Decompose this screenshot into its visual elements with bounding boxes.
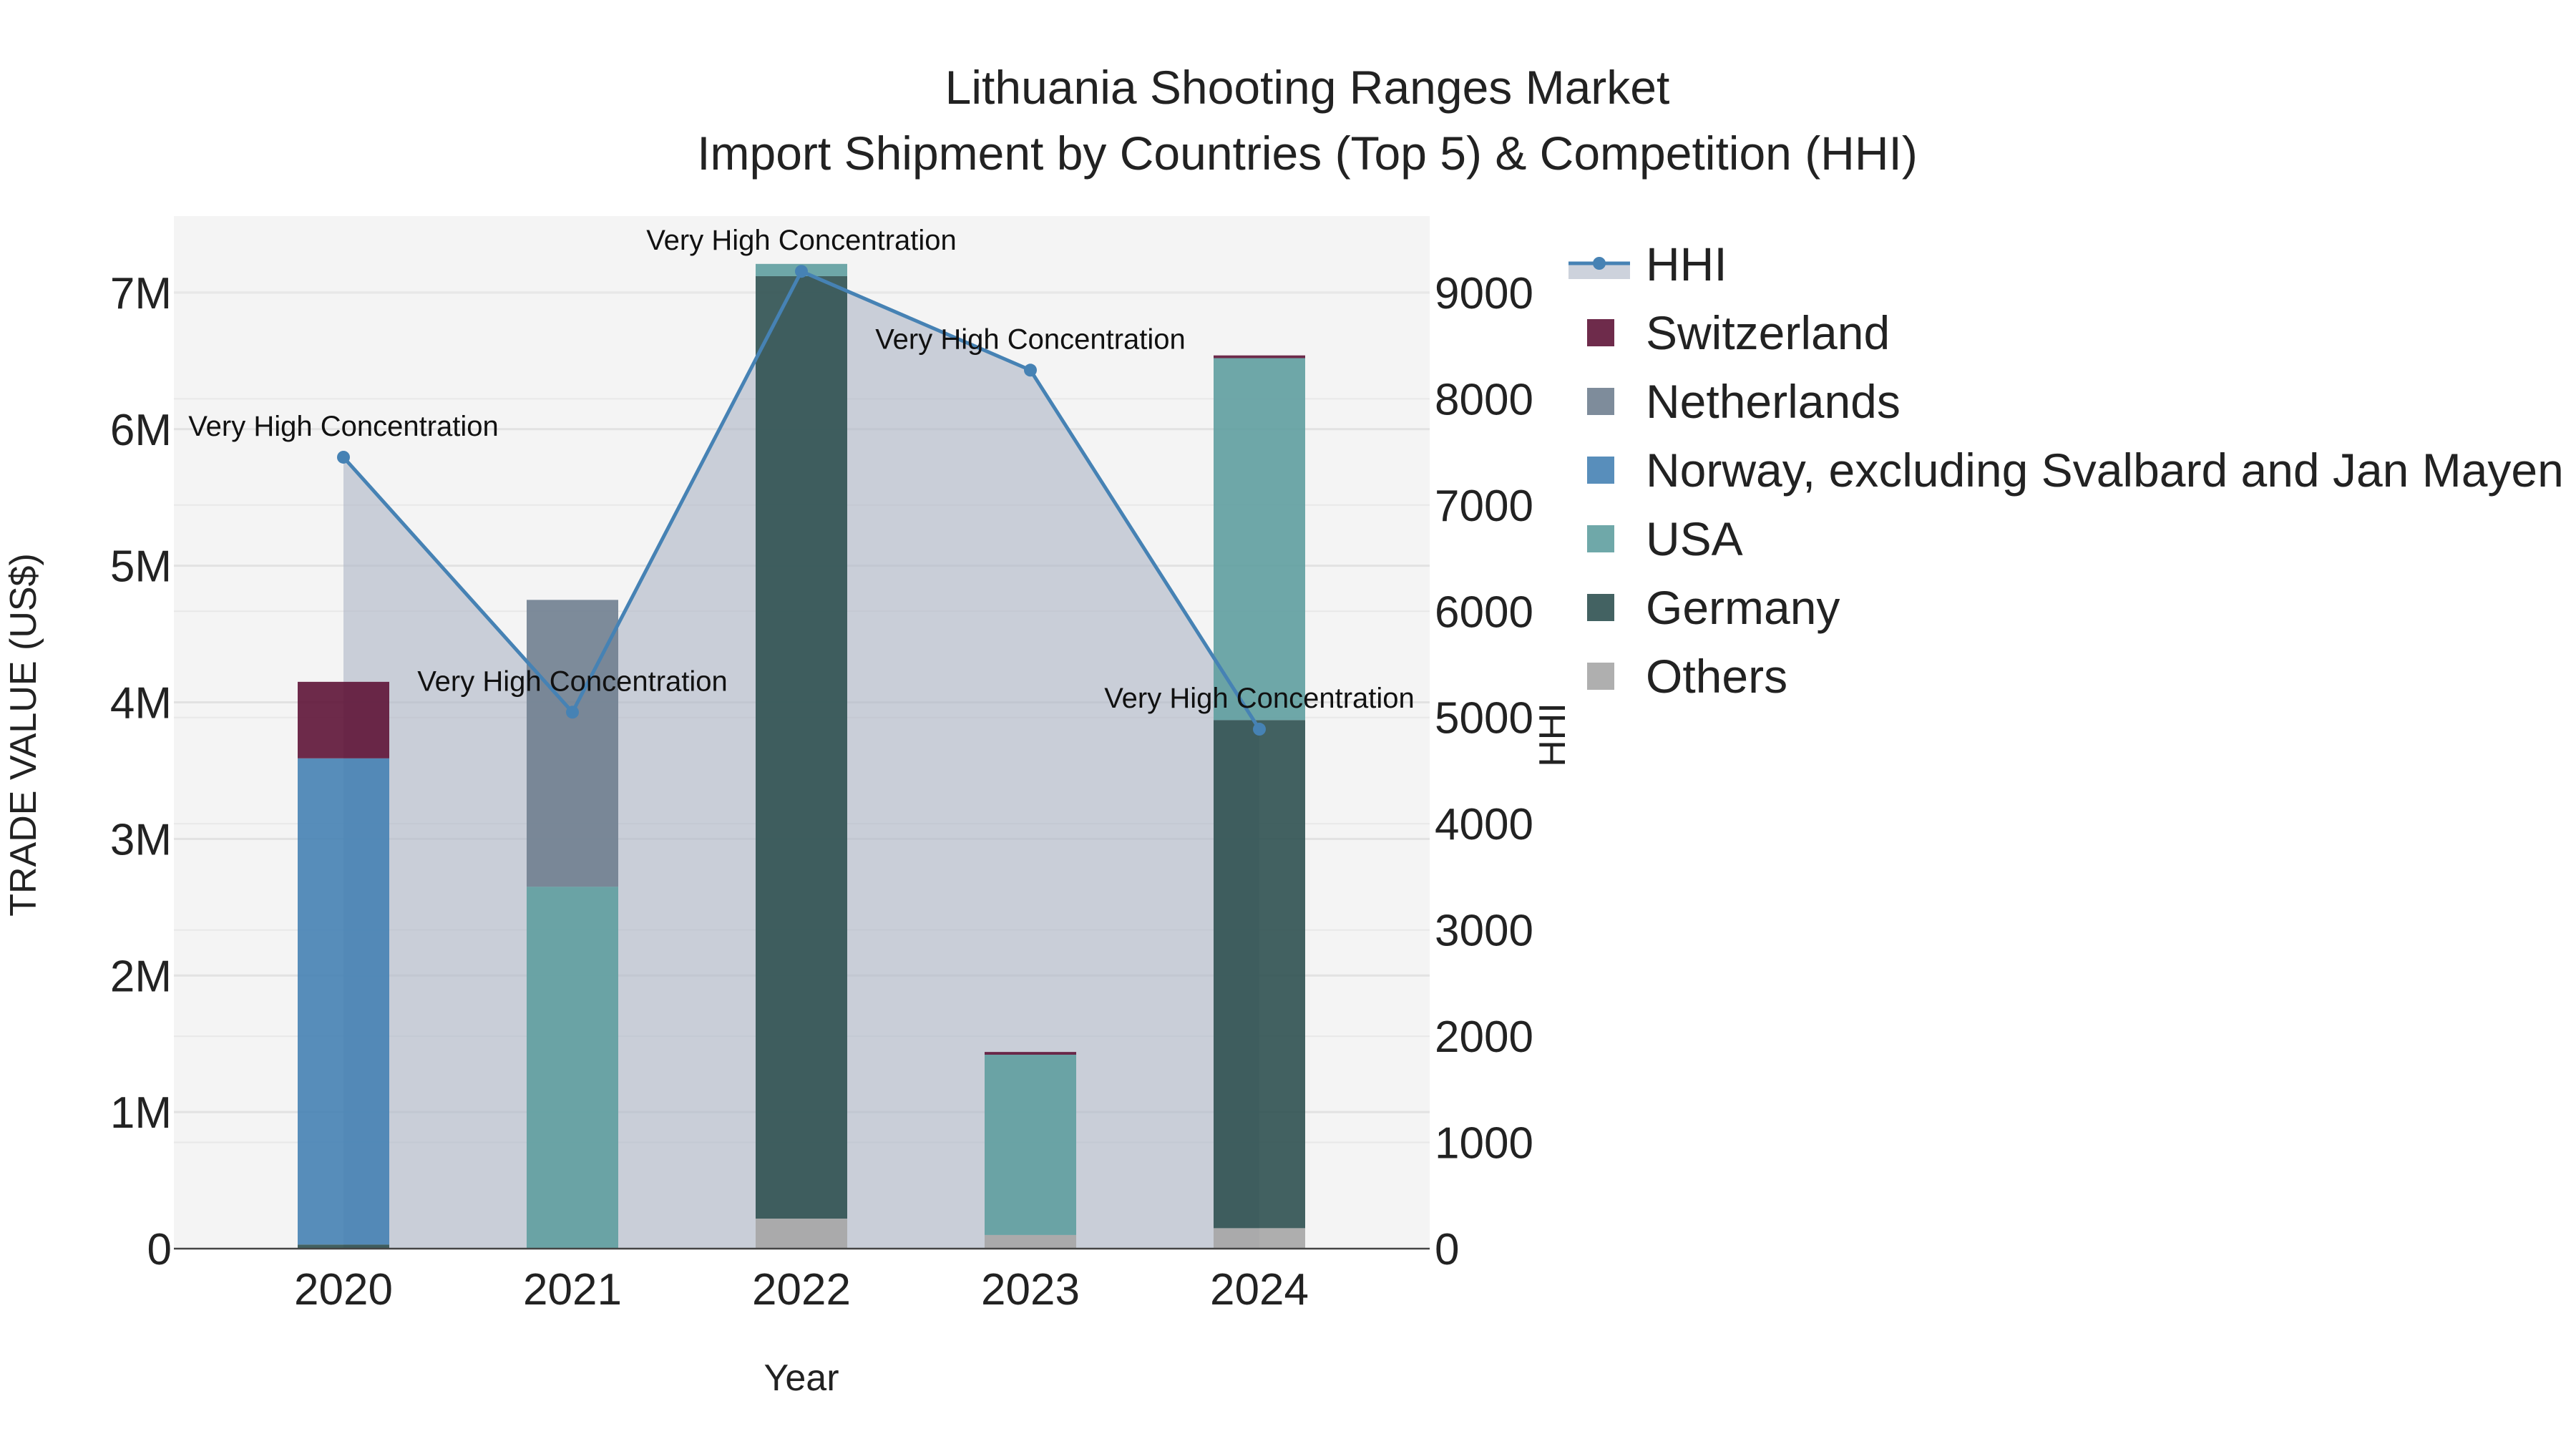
hhi-point-2024: [1253, 723, 1266, 736]
x-tick-label: 2021: [523, 1265, 622, 1314]
legend-label-netherlands: Netherlands: [1646, 375, 1901, 428]
hhi-annotation-2020: Very High Concentration: [188, 410, 499, 442]
bar-usa-2021: [527, 887, 618, 1249]
chart-title: Lithuania Shooting Ranges Market: [945, 61, 1670, 114]
bar-usa-2024: [1214, 358, 1305, 721]
y-tick-label: 6M: [109, 405, 172, 455]
legend-label-switzerland: Switzerland: [1646, 306, 1890, 359]
y2-axis-ticks: [1435, 269, 1533, 1274]
hhi-point-2023: [1024, 364, 1037, 376]
bar-switzerland-2024: [1214, 356, 1305, 358]
legend-label-hhi: HHI: [1646, 238, 1727, 291]
bar-switzerland-2023: [985, 1052, 1076, 1055]
y2-tick-label: 8000: [1435, 375, 1533, 425]
y2-axis-title: HHI: [1532, 703, 1574, 767]
bar-netherlands-2021: [527, 600, 618, 887]
legend-swatch-others: [1587, 663, 1614, 690]
bar-germany-2022: [756, 276, 847, 1219]
y-tick-label: 1M: [109, 1088, 172, 1138]
legend-swatch-hhi-marker: [1593, 257, 1606, 270]
y2-tick-label: 6000: [1435, 587, 1533, 638]
x-tick-label: 2020: [294, 1265, 393, 1314]
bar-switzerland-2020: [298, 682, 389, 758]
hhi-point-2021: [566, 706, 579, 718]
hhi-point-2022: [795, 265, 808, 278]
y2-tick-label: 1000: [1435, 1118, 1533, 1169]
y2-tick-label: 0: [1435, 1225, 1460, 1274]
y-tick-label: 3M: [109, 815, 172, 865]
y2-tick-label: 2000: [1435, 1013, 1533, 1063]
legend-label-norway-excluding-svalbard-and-jan-mayen: Norway, excluding Svalbard and Jan Mayen: [1646, 444, 2564, 497]
legend-swatch-germany: [1587, 594, 1614, 621]
y-tick-label: 2M: [109, 952, 172, 1002]
hhi-annotation-2024: Very High Concentration: [1104, 683, 1415, 715]
x-tick-label: 2022: [752, 1265, 851, 1314]
y-tick-label: 4M: [109, 678, 172, 728]
y2-tick-label: 7000: [1435, 481, 1533, 531]
x-tick-label: 2024: [1210, 1265, 1309, 1314]
legend-label-others: Others: [1646, 650, 1788, 703]
legend-label-usa: USA: [1646, 512, 1743, 565]
x-axis-ticks: [294, 1265, 1309, 1314]
legend-swatch-norway-excluding-svalbard-and-jan-mayen: [1587, 457, 1614, 484]
hhi-annotation-2023: Very High Concentration: [875, 323, 1186, 356]
y-axis-title: TRADE VALUE (US$): [3, 553, 44, 917]
legend-swatch-netherlands: [1587, 388, 1614, 415]
y2-tick-label: 4000: [1435, 800, 1533, 850]
y2-tick-label: 5000: [1435, 693, 1533, 743]
y-tick-label: 7M: [109, 268, 172, 318]
legend-label-germany: Germany: [1646, 581, 1840, 634]
y2-tick-label: 3000: [1435, 906, 1533, 956]
chart-subtitle: Import Shipment by Countries (Top 5) & Competition (HHI): [697, 127, 1918, 180]
bar-norway-excluding-svalbard-and-jan-mayen-2020: [298, 758, 389, 1245]
y-tick-label: 0: [147, 1225, 172, 1274]
bar-usa-2023: [985, 1055, 1076, 1235]
x-tick-label: 2023: [981, 1265, 1080, 1314]
hhi-point-2020: [337, 451, 350, 464]
y-tick-label: 5M: [109, 542, 172, 592]
legend-swatch-usa: [1587, 525, 1614, 552]
bar-others-2024: [1214, 1228, 1305, 1249]
legend: [1568, 238, 2564, 703]
hhi-annotation-2022: Very High Concentration: [646, 225, 957, 257]
y2-tick-label: 9000: [1435, 268, 1533, 318]
legend-swatch-switzerland: [1587, 319, 1614, 346]
bar-others-2022: [756, 1219, 847, 1249]
x-axis-title: Year: [763, 1357, 839, 1399]
hhi-annotation-2021: Very High Concentration: [417, 665, 728, 698]
bar-germany-2024: [1214, 720, 1305, 1228]
bar-others-2023: [985, 1235, 1076, 1249]
y-axis-ticks: [110, 269, 172, 1274]
